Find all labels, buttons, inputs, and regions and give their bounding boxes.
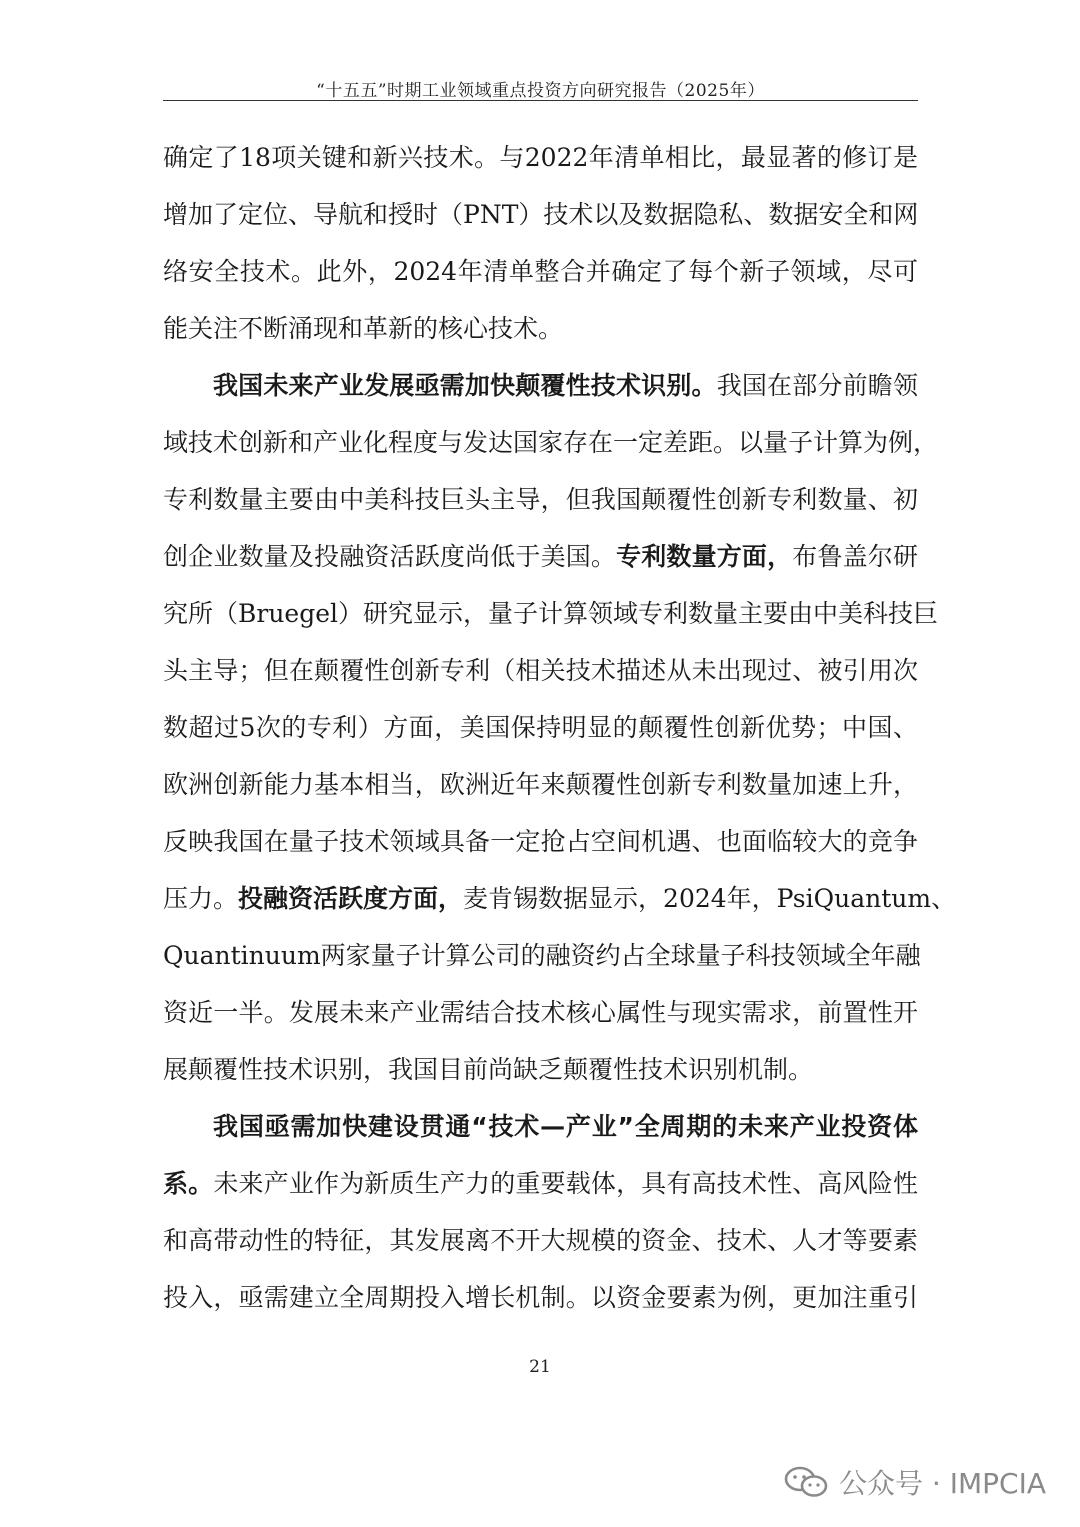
paragraph-1-line-3: 络安全技术。此外，2024年清单整合并确定了每个新子领域，尽可 xyxy=(163,257,918,286)
watermark xyxy=(783,1462,1046,1502)
paragraph-2-line-1 xyxy=(213,371,918,401)
paragraph-3-line-3: 和高带动性的特征，其发展离不开大规模的资金、技术、人才等要素 xyxy=(163,1226,918,1255)
paragraph-2-line-5: 究所（Bruegel）研究显示，量子计算领域专利数量主要由中美科技巨 xyxy=(163,599,939,628)
paragraph-2-line-2: 域技术创新和产业化程度与发达国家存在一定差距。以量子计算为例， xyxy=(163,428,939,457)
paragraph-2-line-9: 反映我国在量子技术领域具备一定抢占空间机遇、也面临较大的竞争 xyxy=(163,827,918,856)
paragraph-1-line-1: 确定了18项关键和新兴技术。与2022年清单相比，最显著的修订是 xyxy=(163,143,918,172)
paragraph-2-line-8: 欧洲创新能力基本相当，欧洲近年来颠覆性创新专利数量加速上升， xyxy=(163,770,918,799)
wechat-icon xyxy=(783,1465,829,1499)
paragraph-3-line-2 xyxy=(163,1169,918,1199)
page-number: 21 xyxy=(529,1357,551,1377)
paragraph-3-heading: 我国亟需加快建设贯通“技术—产业”全周期的未来产业投资体 xyxy=(213,1112,918,1141)
investment-activity-heading: 投融资活跃度方面， xyxy=(238,884,464,913)
paragraph-3-line-2-text: 未来产业作为新质生产力的重要载体，具有高技术性、高风险性 xyxy=(213,1169,918,1198)
paragraph-2-line-10-rest: 麦肯锡数据显示，2024年，PsiQuantum、 xyxy=(463,884,957,913)
paragraph-2-heading: 我国未来产业发展亟需加快颠覆性技术识别。 xyxy=(213,371,717,400)
patent-count-heading: 专利数量方面， xyxy=(616,542,793,571)
paragraph-2-line-11: Quantinuum两家量子计算公司的融资约占全球量子科技领域全年融 xyxy=(163,941,921,970)
paragraph-2-line-10 xyxy=(163,884,957,914)
paragraph-2-line-4-rest: 布鲁盖尔研 xyxy=(792,542,918,571)
paragraph-3-heading-end: 系。 xyxy=(163,1169,214,1198)
header-divider xyxy=(163,100,918,101)
paragraph-2-line-13: 展颠覆性技术识别，我国目前尚缺乏颠覆性技术识别机制。 xyxy=(163,1055,814,1084)
page-header-title: “十五五”时期工业领域重点投资方向研究报告（2025年） xyxy=(316,81,765,101)
paragraph-2-line-1-text: 我国在部分前瞻领 xyxy=(716,371,918,400)
paragraph-2-line-10-start: 压力。 xyxy=(163,884,239,913)
paragraph-2-line-7: 数超过5次的专利）方面，美国保持明显的颠覆性创新优势；中国、 xyxy=(163,713,918,742)
paragraph-3-line-1 xyxy=(213,1112,918,1142)
paragraph-1-line-4: 能关注不断涌现和革新的核心技术。 xyxy=(163,314,564,343)
watermark-text: 公众号 · IMPCIA xyxy=(839,1467,1046,1500)
paragraph-2-line-12: 资近一半。发展未来产业需结合技术核心属性与现实需求，前置性开 xyxy=(163,998,918,1027)
paragraph-2-line-4-start: 创企业数量及投融资活跃度尚低于美国。 xyxy=(163,542,617,571)
paragraph-2-line-3: 专利数量主要由中美科技巨头主导，但我国颠覆性创新专利数量、初 xyxy=(163,485,918,514)
paragraph-2-line-4 xyxy=(163,542,918,572)
paragraph-3-line-4: 投入，亟需建立全周期投入增长机制。以资金要素为例，更加注重引 xyxy=(163,1283,918,1312)
paragraph-2-line-6: 头主导；但在颠覆性创新专利（相关技术描述从未出现过、被引用次 xyxy=(163,656,918,685)
paragraph-1-line-2: 增加了定位、导航和授时（PNT）技术以及数据隐私、数据安全和网 xyxy=(163,200,919,229)
